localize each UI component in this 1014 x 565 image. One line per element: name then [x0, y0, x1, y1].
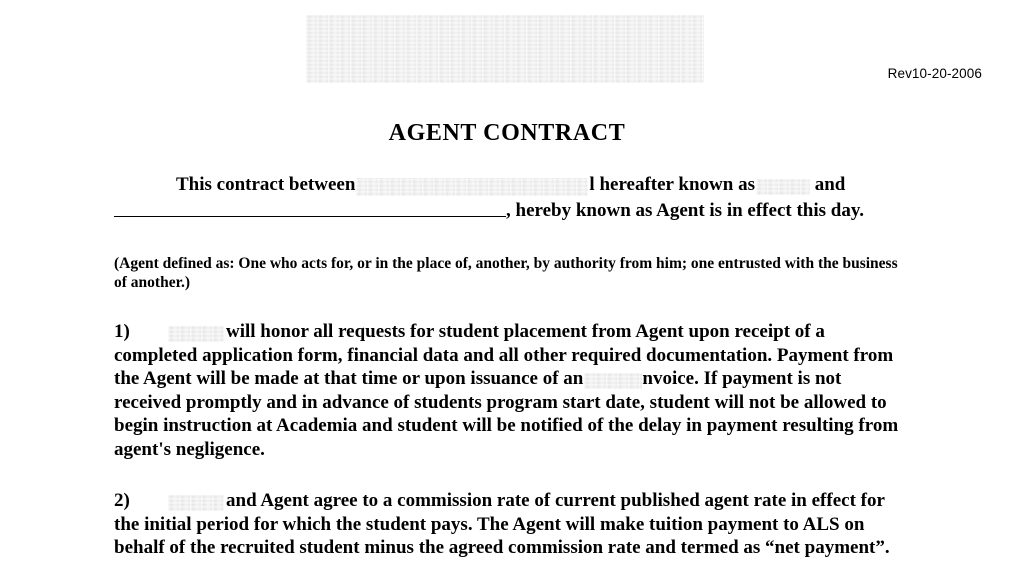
revision-stamp: Rev10-20-2006 [887, 66, 982, 81]
redacted-company-name-1 [168, 326, 224, 342]
intro-paragraph [114, 172, 900, 224]
clause-2-text-part1: and Agent agree to a commission rate of current published agent rate in effect for the initial period for which the student pays. The Agent will make tuition payment to ALS on behalf of the recruited student minus the agreed commission rate and termed as “net payment”. [114, 490, 890, 558]
clause-1-text-part1: will honor all requests for student placement from Agent upon receipt of a completed application form, financial data and all other required documentation. Payment from the Agent will be made at that time or upon issuance of an [114, 321, 894, 389]
redacted-party-short [756, 179, 810, 195]
agent-definition: (Agent defined as: One who acts for, or in the place of, another, by authority from him; one entrusted with the business of another.) [114, 255, 898, 291]
clause-1-text-part2: nvoice. If payment is not received promptly and in advance of students program start date, student will not be allowed to begin instruction at Academia and student will be notified of the delay in payment resulting from agent's negligence. [114, 368, 899, 460]
clause-1-number: 1) [114, 321, 130, 342]
redacted-company-name-3 [168, 495, 224, 511]
signature-blank-line [114, 199, 506, 217]
document-body [114, 172, 900, 560]
logo-redaction-block [306, 15, 704, 83]
redacted-party-name [356, 178, 588, 196]
clause-2-number: 2) [114, 490, 130, 511]
page-title: AGENT CONTRACT [388, 120, 626, 146]
intro-line2: , hereby known as Agent is in effect this day. [506, 200, 865, 221]
intro-lead: This contract between [176, 174, 356, 195]
redacted-company-name-2 [584, 373, 642, 389]
intro-mid: l hereafter known as [589, 174, 755, 195]
intro-tail: and [814, 174, 846, 195]
clause-1 [114, 320, 900, 461]
clause-2 [114, 489, 900, 560]
